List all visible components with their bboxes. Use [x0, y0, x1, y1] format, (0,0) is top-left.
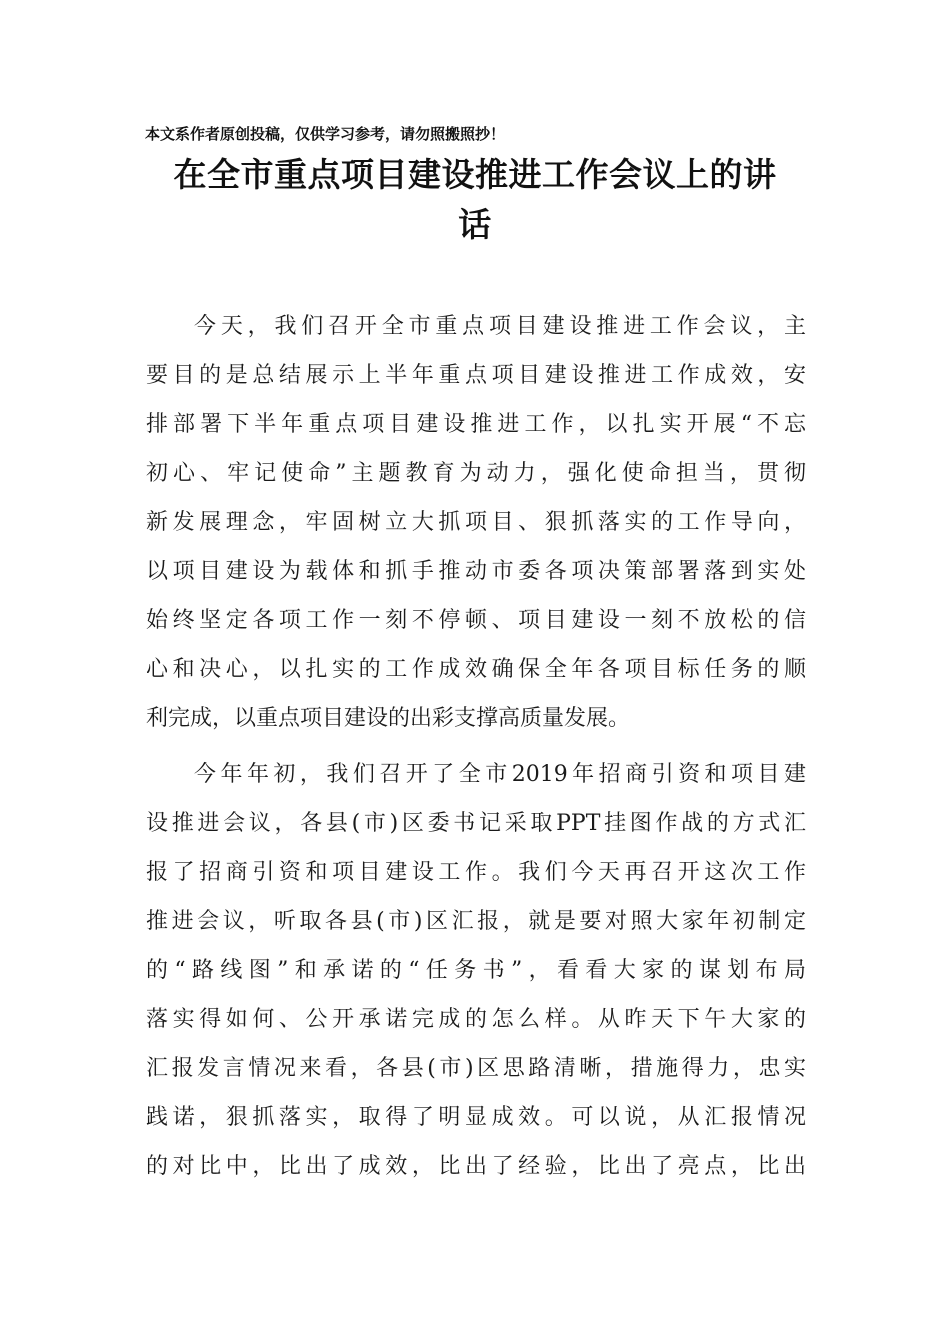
title-line-1: 在全市重点项目建设推进工作会议上的讲 [173, 155, 777, 194]
paragraph-2-line: 设推进会议，各县(市)区委书记采取PPT挂图作战的方式汇 [146, 811, 806, 836]
title-line-2: 话 [458, 205, 492, 244]
paragraph-1-line: 心和决心，以扎实的工作成效确保全年各项目标任务的顺 [146, 657, 806, 682]
paragraph-2-line: 落实得如何、公开承诺完成的怎么样。从昨天下午大家的 [146, 1007, 806, 1032]
paragraph-1-line: 初心、牢记使命”主题教育为动力，强化使命担当，贯彻 [146, 461, 806, 486]
paragraph-1-line: 要目的是总结展示上半年重点项目建设推进工作成效，安 [146, 363, 806, 388]
paragraph-2-line: 践诺，狠抓落实，取得了明显成效。可以说，从汇报情况 [146, 1105, 806, 1130]
paragraph-2-line: 汇报发言情况来看，各县(市)区思路清晰，措施得力，忠实 [146, 1056, 806, 1081]
paragraph-1-line: 始终坚定各项工作一刻不停顿、项目建设一刻不放松的信 [146, 608, 806, 633]
paragraph-1-line: 新发展理念，牢固树立大抓项目、狠抓落实的工作导向， [146, 510, 806, 535]
paragraph-2-line: 的对比中，比出了成效，比出了经验，比出了亮点，比出 [146, 1154, 806, 1179]
paragraph-1-line: 今天，我们召开全市重点项目建设推进工作会议，主 [194, 314, 806, 339]
paragraph-2-line: 的“路线图”和承诺的“任务书”，看看大家的谋划布局 [146, 958, 806, 983]
paragraph-2-line: 报了招商引资和项目建设工作。我们今天再召开这次工作 [146, 860, 806, 885]
paragraph-2-line: 今年年初，我们召开了全市2019年招商引资和项目建 [194, 762, 806, 787]
paragraph-1-line: 排部署下半年重点项目建设推进工作，以扎实开展“不忘 [146, 412, 806, 437]
paragraph-1-line: 利完成，以重点项目建设的出彩支撑高质量发展。 [146, 706, 631, 731]
paragraph-2-line: 推进会议，听取各县(市)区汇报，就是要对照大家年初制定 [146, 909, 806, 934]
copyright-notice: 本文系作者原创投稿，仅供学习参考，请勿照搬照抄！ [145, 125, 506, 143]
paragraph-1-line: 以项目建设为载体和抓手推动市委各项决策部署落到实处 [146, 559, 806, 584]
document-title [140, 150, 810, 250]
